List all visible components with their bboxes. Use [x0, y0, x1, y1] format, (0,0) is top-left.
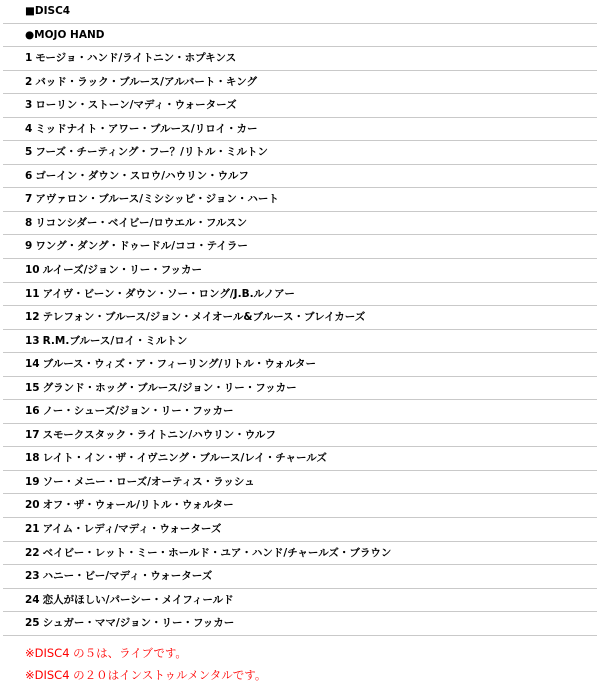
track-row — [3, 94, 597, 118]
note-live: ※DISC4 の５は、ライブです。 — [25, 645, 187, 660]
track-title-artist: レイト・イン・ザ・イヴニング・ブルース/レイ・チャールズ — [42, 452, 327, 465]
track-number: 17 — [25, 428, 40, 441]
track-number: 11 — [25, 287, 40, 300]
track-title-artist: シュガー・ママ/ジョン・リー・フッカー — [42, 617, 235, 630]
track-number: 14 — [25, 358, 40, 371]
track-row — [3, 589, 597, 613]
track-title-artist: ハニー・ビー/マディ・ウォーターズ — [42, 570, 213, 583]
track-title-artist: ソー・メニー・ローズ/オーティス・ラッシュ — [42, 475, 255, 488]
track-row — [3, 235, 597, 259]
track-number: 23 — [25, 570, 40, 583]
track-title-artist: オフ・ザ・ウォール/リトル・ウォルター — [42, 499, 234, 512]
track-title-artist: ノー・シューズ/ジョン・リー・フッカー — [42, 405, 234, 418]
track-number: 1 — [25, 52, 33, 65]
track-title-artist: テレフォン・ブルース/ジョン・メイオール&ブルース・ブレイカーズ — [42, 311, 366, 324]
track-row — [3, 188, 597, 212]
track-row — [3, 565, 597, 589]
track-title-artist: グランド・ホッグ・ブルース/ジョン・リー・フッカー — [42, 381, 297, 394]
track-row — [3, 306, 597, 330]
track-number: 24 — [25, 593, 40, 606]
track-number: 6 — [25, 169, 33, 182]
track-title-artist: ミッドナイト・アワー・ブルース/リロイ・カー — [35, 122, 258, 135]
track-row — [3, 353, 597, 377]
tracks-container — [3, 47, 597, 636]
track-number: 3 — [25, 99, 33, 112]
note-instrumental: ※DISC4 の２０はインストゥルメンタルです。 — [25, 667, 267, 682]
track-title-artist: バッド・ラック・ブルース/アルバート・キング — [35, 75, 258, 88]
track-title-artist: スモークスタック・ライトニン/ハウリン・ウルフ — [42, 428, 276, 441]
track-title-artist: アイヴ・ビーン・ダウン・ソー・ロング/J.B.ルノアー — [42, 287, 295, 300]
track-title-artist: ワング・ダング・ドゥードル/ココ・テイラー — [35, 240, 248, 253]
track-number: 25 — [25, 617, 40, 630]
track-title-artist: モージョ・ハンド/ライトニン・ホプキンス — [35, 52, 237, 65]
track-row — [3, 71, 597, 95]
track-title-artist: アイム・レディ/マディ・ウォーターズ — [42, 523, 222, 536]
track-title-artist: R.M.ブルース/ロイ・ミルトン — [42, 334, 188, 347]
track-number: 15 — [25, 381, 40, 394]
track-row — [3, 330, 597, 354]
track-title-artist: 恋人がほしい/パーシー・メイフィールド — [42, 593, 234, 606]
track-number: 19 — [25, 475, 40, 488]
track-row — [3, 400, 597, 424]
track-row — [3, 141, 597, 165]
track-number: 10 — [25, 264, 40, 277]
track-row — [3, 494, 597, 518]
track-number: 13 — [25, 334, 40, 347]
track-number: 20 — [25, 499, 40, 512]
track-row — [3, 118, 597, 142]
track-row — [3, 518, 597, 542]
track-row — [3, 47, 597, 71]
track-title-artist: リコンシダー・ベイビー/ロウエル・フルスン — [35, 216, 248, 229]
track-number: 18 — [25, 452, 40, 465]
album-heading: ●MOJO HAND — [3, 24, 597, 48]
track-title-artist: ローリン・ストーン/マディ・ウォーターズ — [35, 99, 237, 112]
track-title-artist: アヴァロン・ブルース/ミシシッピ・ジョン・ハート — [35, 193, 279, 206]
track-row — [3, 424, 597, 448]
track-number: 22 — [25, 546, 40, 559]
track-row — [3, 447, 597, 471]
track-title-artist: ブルース・ウィズ・ア・フィーリング/リトル・ウォルター — [42, 358, 316, 371]
track-title-artist: ルイーズ/ジョン・リー・フッカー — [42, 264, 202, 277]
track-title-artist: フーズ・チーティング・フー？/リトル・ミルトン — [35, 146, 268, 159]
track-number: 8 — [25, 216, 33, 229]
track-number: 5 — [25, 146, 33, 159]
track-row — [3, 377, 597, 401]
track-number: 21 — [25, 523, 40, 536]
track-row — [3, 283, 597, 307]
track-row — [3, 471, 597, 495]
track-number: 16 — [25, 405, 40, 418]
track-number: 9 — [25, 240, 33, 253]
track-title-artist: ゴーイン・ダウン・スロウ/ハウリン・ウルフ — [35, 169, 249, 182]
track-row — [3, 259, 597, 283]
disc-heading: ■DISC4 — [3, 0, 597, 24]
track-row — [3, 542, 597, 566]
notes-section — [3, 636, 597, 686]
track-row — [3, 165, 597, 189]
track-number: 2 — [25, 75, 33, 88]
track-number: 12 — [25, 311, 40, 324]
track-number: 4 — [25, 122, 33, 135]
track-title-artist: ベイビー・レット・ミー・ホールド・ユア・ハンド/チャールズ・ブラウン — [42, 546, 392, 559]
track-row — [3, 612, 597, 636]
track-row — [3, 212, 597, 236]
track-number: 7 — [25, 193, 33, 206]
